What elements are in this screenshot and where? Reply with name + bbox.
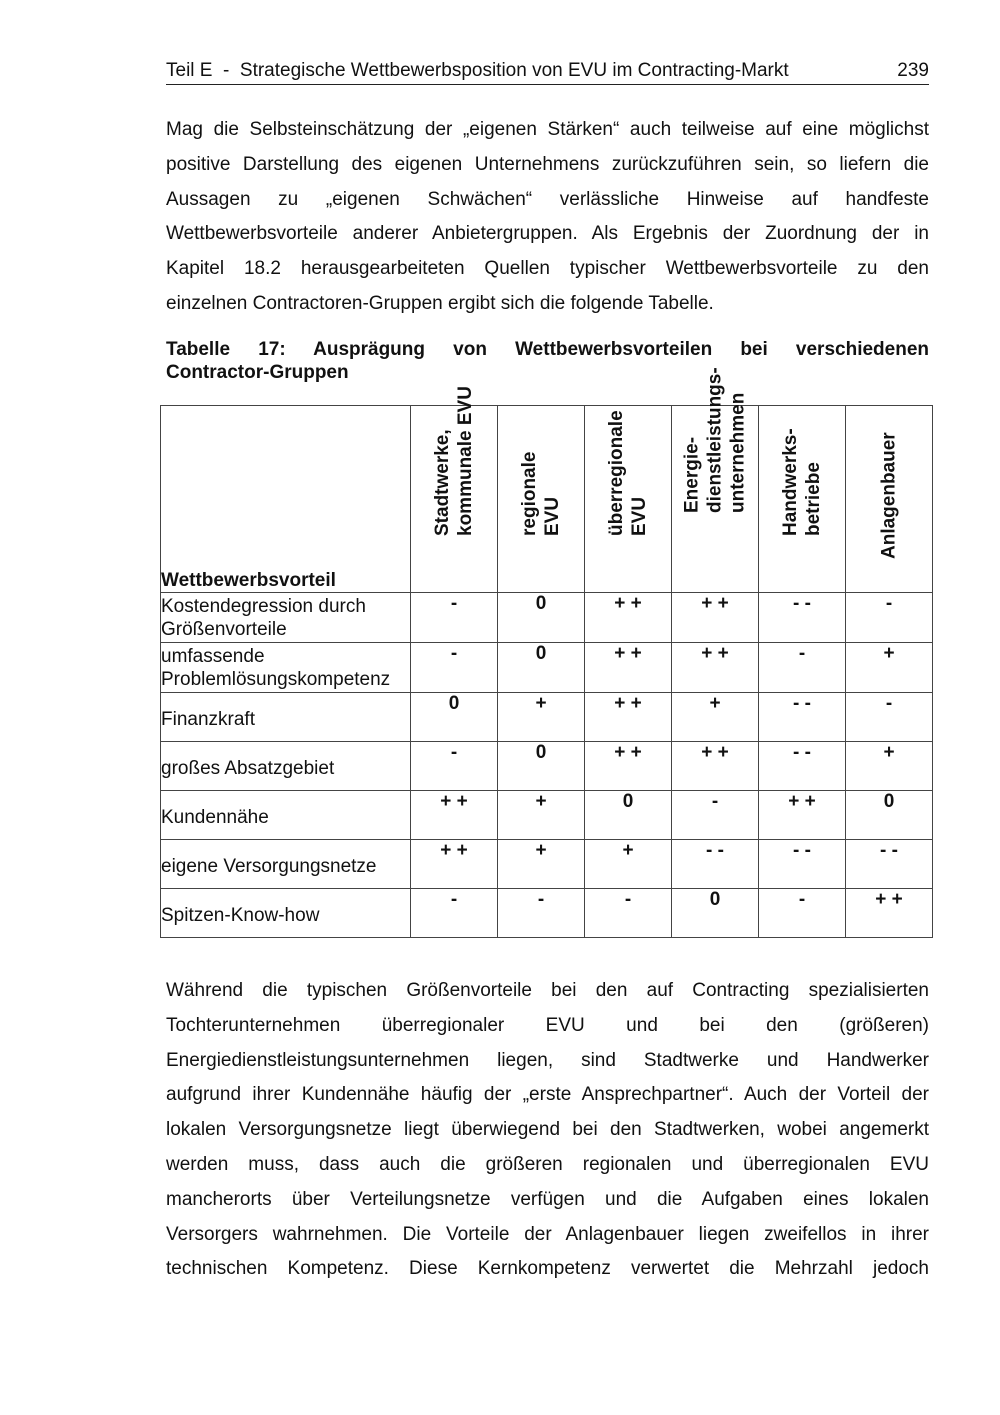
rating-cell: + + [411, 840, 498, 889]
caption-line: Tabelle 17: Ausprägung von Wettbewerbsvorteilen bei verschiedenen [166, 339, 929, 360]
rating-cell: + + [411, 791, 498, 840]
column-header [585, 406, 672, 593]
rating-cell: - [411, 643, 498, 693]
table-row [161, 742, 933, 791]
rating-cell: 0 [411, 693, 498, 742]
rating-cell: + [846, 643, 933, 693]
rating-cell: + [672, 693, 759, 742]
rating-cell: - [759, 889, 846, 938]
rating-cell: + + [672, 643, 759, 693]
row-label-line: Finanzkraft [161, 709, 255, 730]
row-label-line: Spitzen-Know-how [161, 905, 320, 926]
text-line: technischen Kompetenz. Diese Kernkompetenz verwertet die Mehrzahl jedoch [166, 1258, 929, 1280]
column-header-line: unternehmen [727, 392, 749, 513]
column-header-line: Stadtwerke, [432, 429, 453, 536]
rating-cell: - [411, 593, 498, 643]
column-header-line: Handwerks- [780, 428, 801, 536]
body-paragraph [166, 974, 929, 1287]
rating-cell: - - [759, 840, 846, 889]
text-line: Während die typischen Größenvorteile bei den auf Contracting spezialisierten [166, 980, 929, 1001]
table-row [161, 593, 933, 643]
corner-header: Wettbewerbsvorteil [161, 406, 411, 593]
text-line: aufgrund ihrer Kundennähe häufig der „erste Ansprechpartner“. Auch der Vorteil der [166, 1084, 929, 1106]
rating-cell: + + [672, 742, 759, 791]
page-number: 239 [897, 60, 929, 81]
text-line: Tochterunternehmen überregionaler EVU und bei den (größeren) [166, 1014, 929, 1036]
rating-cell: + [498, 791, 585, 840]
column-header-line: EVU [542, 496, 563, 536]
table-body [161, 593, 933, 938]
row-label [161, 889, 411, 938]
rating-cell: + [498, 693, 585, 742]
rating-cell: + [585, 840, 672, 889]
column-header [498, 406, 585, 593]
text-line: Energiedienstleistungsunternehmen liegen, sind Stadtwerke und Handwerker [166, 1049, 929, 1071]
table-row [161, 840, 933, 889]
row-label-line: Problemlösungskompetenz [161, 668, 391, 690]
row-label [161, 593, 411, 643]
rating-cell: + + [585, 693, 672, 742]
row-label-line: eigene Versorgungsnetze [161, 856, 377, 877]
caption-line: Contractor-Gruppen [166, 362, 349, 383]
rating-cell: - [498, 889, 585, 938]
rating-cell: - [411, 742, 498, 791]
column-header-line: Anlagenbauer [878, 432, 900, 559]
column-header-line: überregionale [606, 410, 627, 536]
text-line: Versorgers wahrnehmen. Die Vorteile der Anlagenbauer liegen zweifellos in ihrer [166, 1223, 929, 1245]
row-label-line: großes Absatzgebiet [161, 758, 335, 779]
rating-cell: + + [585, 593, 672, 643]
rating-cell: - [846, 593, 933, 643]
row-label [161, 791, 411, 840]
text-line: lokalen Versorgungsnetze liegt überwiegend bei den Stadtwerken, wobei angemerkt [166, 1119, 929, 1141]
rating-cell: 0 [498, 643, 585, 693]
column-header-line: dienstleistungs- [704, 367, 726, 513]
rating-cell: - [846, 693, 933, 742]
column-header [846, 406, 933, 593]
row-label-line: Größenvorteile [161, 618, 287, 640]
column-header-line: EVU [629, 496, 650, 536]
header-title: Teil E - Strategische Wettbewerbsposition von EVU im Contracting-Markt [166, 60, 789, 81]
rating-cell: + + [672, 593, 759, 643]
table-header-row [161, 406, 933, 593]
rating-cell: 0 [672, 889, 759, 938]
text-line: mancherorts über Verteilungsnetze verfügen und die Aufgaben eines lokalen [166, 1188, 929, 1210]
text-line: Kapitel 18.2 herausgearbeiteten Quellen typischer Wettbewerbsvorteile zu den [166, 258, 929, 280]
text-line: positive Darstellung des eigenen Unternehmens zurückzuführen sein, so liefern die [166, 153, 929, 175]
rating-cell: - [759, 643, 846, 693]
rating-cell: + + [846, 889, 933, 938]
text-line: Wettbewerbsvorteile anderer Anbietergruppen. Als Ergebnis der Zuordnung der in [166, 223, 929, 245]
rating-cell: 0 [498, 593, 585, 643]
rating-cell: + [498, 840, 585, 889]
column-header-line: Energie- [681, 436, 703, 513]
table-row [161, 889, 933, 938]
column-header-line: regionale [519, 451, 540, 536]
rating-cell: 0 [846, 791, 933, 840]
row-label-line: umfassende [161, 645, 265, 667]
rating-cell: + [846, 742, 933, 791]
table-row [161, 693, 933, 742]
rating-cell: - - [672, 840, 759, 889]
text-line: Aussagen zu „eigenen Schwächen“ verlässliche Hinweise auf handfeste [166, 188, 929, 210]
rating-cell: - [672, 791, 759, 840]
column-header [759, 406, 846, 593]
rating-cell: - - [759, 693, 846, 742]
row-label [161, 742, 411, 791]
rating-cell: + + [585, 643, 672, 693]
rating-cell: - - [759, 742, 846, 791]
rating-cell: - [411, 889, 498, 938]
column-header [672, 367, 759, 593]
intro-paragraph [166, 113, 929, 322]
text-line: Mag die Selbsteinschätzung der „eigenen Stärken“ auch teilweise auf eine möglichst [166, 119, 929, 140]
row-label [161, 840, 411, 889]
column-header-line: betriebe [803, 462, 824, 536]
column-header-line: kommunale EVU [455, 386, 476, 536]
rating-cell: 0 [585, 791, 672, 840]
rating-cell: - - [759, 593, 846, 643]
rating-cell: - [585, 889, 672, 938]
text-line: einzelnen Contractoren-Gruppen ergibt sich die folgende Tabelle. [166, 292, 714, 314]
row-label [161, 693, 411, 742]
rating-cell: + + [585, 742, 672, 791]
rating-cell: 0 [498, 742, 585, 791]
column-header [411, 386, 498, 593]
running-header [166, 60, 929, 85]
table-row [161, 791, 933, 840]
row-label [161, 643, 411, 693]
rating-cell: - - [846, 840, 933, 889]
row-label-line: Kostendegression durch [161, 595, 366, 617]
row-label-line: Kundennähe [161, 807, 269, 828]
rating-cell: + + [759, 791, 846, 840]
table-row [161, 643, 933, 693]
text-line: werden muss, dass auch die größeren regionalen und überregionalen EVU [166, 1153, 929, 1175]
table-caption [166, 338, 929, 384]
